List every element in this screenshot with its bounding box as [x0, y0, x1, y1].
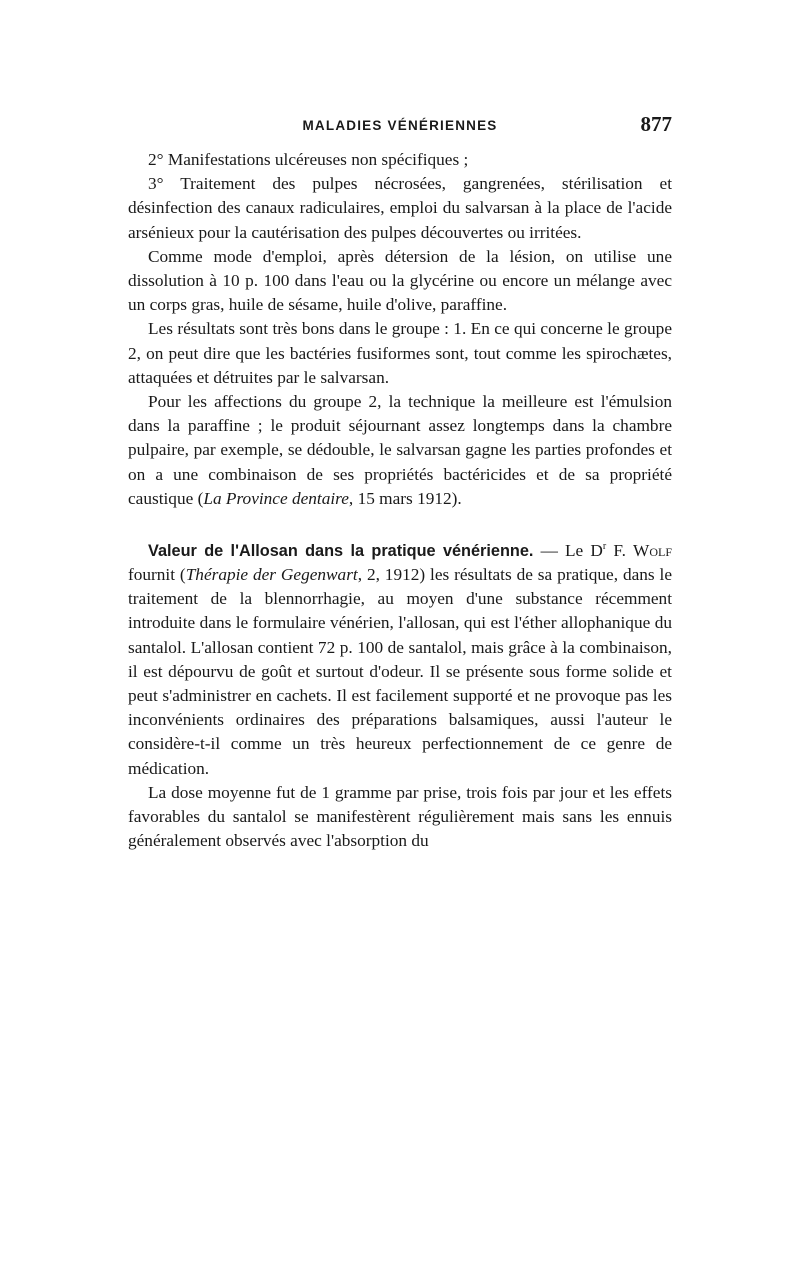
journal-title: Thérapie der Gegenwart — [185, 565, 358, 585]
paragraph-mode-emploi: Comme mode d'emploi, après détersion de la lésion, on utilise une dissolution à 10 p. 100 dans l'eau ou la glycérine ou encore un mélange avec un corps gras, huile de sésame, huile d'olive, paraffine. — [128, 246, 672, 315]
author-title: D — [590, 540, 603, 560]
paragraph-item-2: 2° Manifestations ulcéreuses non spécifiques ; — [148, 150, 469, 169]
article-last-paragraph: La dose moyenne fut de 1 gramme par prise, trois fois par jour et les effets favorables du santalol se manifestèrent régulièrement mais sans les ennuis généralement observés avec l'absorption du — [128, 782, 672, 851]
running-header — [128, 112, 672, 142]
author-verb: fournit ( — [128, 565, 186, 585]
heading-dash: — Le — [533, 540, 591, 560]
paragraph-affections — [128, 390, 672, 511]
book-page — [128, 112, 672, 853]
paragraph-affections-text: Pour les affections du groupe 2, la technique la meilleure est l'émulsion dans la paraffine ; le produit séjournant assez longtemps dans la chambre pulpaire, par exemple, se dédouble, le salvarsan gagne les parties profondes et on a une combinaison de ses propriétés bactéricides et de sa propriété caustique ( — [128, 392, 672, 508]
paragraph-resultats: Les résultats sont très bons dans le groupe : 1. En ce qui concerne le groupe 2, on peut dire que les bactéries fusiformes sont, tout comme les spirochætes, attaquées et détruites par le salvarsan. — [128, 319, 672, 387]
article-allosan — [128, 535, 672, 853]
page-number: 877 — [640, 112, 672, 136]
article-first-paragraph — [128, 535, 672, 781]
author-initial: F. — [606, 540, 634, 560]
article-heading: Valeur de l'Allosan dans la pratique vénérienne. — [148, 541, 534, 560]
source-citation: La Province dentaire — [203, 488, 349, 508]
paragraph-item-3: 3° Traitement des pulpes nécrosées, gangrenées, stérilisation et désinfection des canaux radiculaires, emploi du salvarsan à la place de l'acide arsénieux pour la cautérisation des pulpes découvertes ou irritées. — [128, 174, 672, 242]
citation-date: , 15 mars 1912). — [348, 488, 462, 508]
article-body: , 2, 1912) les résultats de sa pratique, dans le traitement de la blennorrhagie, au moyen d'une substance récemment introduite dans le formulaire vénérien, l'allosan, qui est l'éther allophanique du santalol. L'allosan contient 72 p. 100 de santalol, mais grâce à la combinaison, il est dépourvu de goût et surtout d'odeur. Il se présente sous forme solide et peut s'administrer en cachets. Il est facilement supporté et ne provoque pas les inconvénients ordinaires des préparations balsamiques, aussi l'auteur le considère-t-il comme un très heureux perfectionnement de ce genre de médication. — [128, 565, 672, 778]
author-title-sup: r — [602, 541, 607, 553]
author-name: Wolf — [633, 540, 673, 560]
running-title: MALADIES VÉNÉRIENNES — [302, 118, 498, 133]
